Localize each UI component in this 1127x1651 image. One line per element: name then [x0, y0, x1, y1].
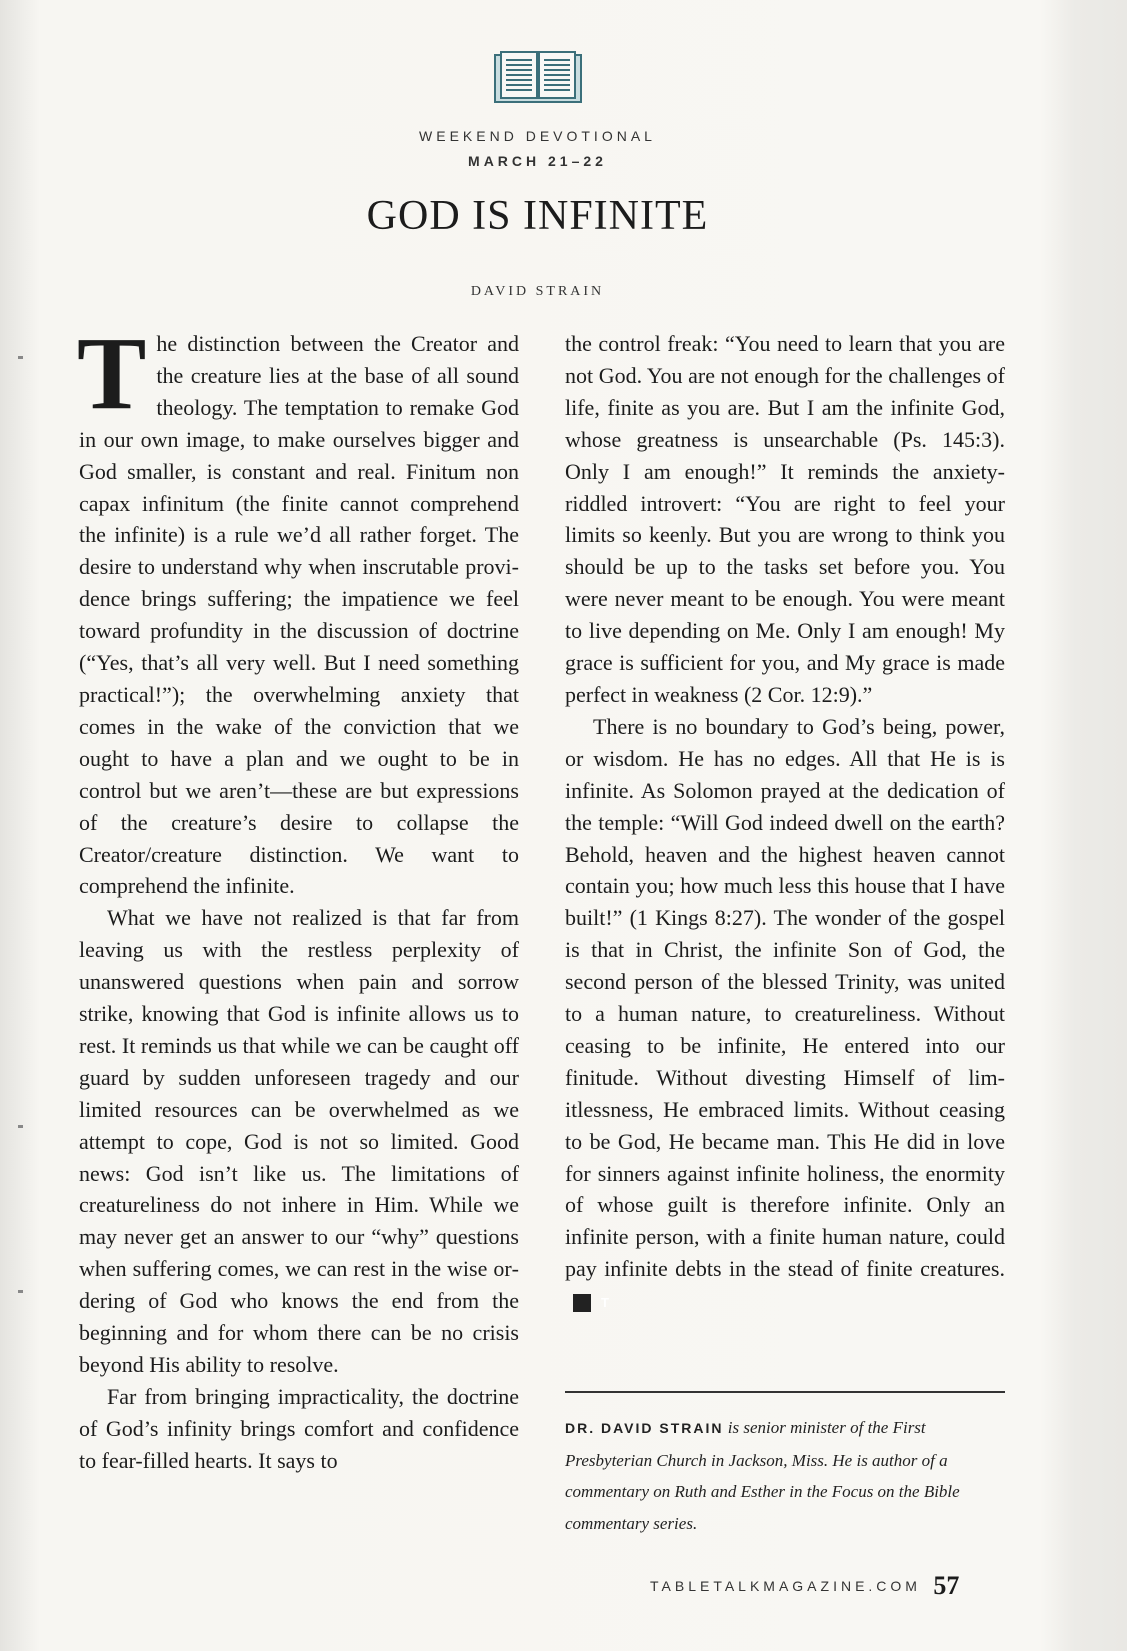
page-number: 57 [933, 1571, 960, 1600]
bio-author-name: DR. DAVID STRAIN [565, 1420, 724, 1436]
paragraph-3: Far from bringing impracticality, the doctrine of God’s infinity brings comfort and confidence to fear-filled hearts. It says to [79, 1383, 519, 1473]
paragraph-4-text: There is no boundary to God’s being, power, or wisdom. He has no edges. All that He is is infinite. As Solomon prayed at the dedication of the temple: “Will God indeed dwell on the earth? Behold, heaven and the highest heaven cannot contain you; how much less this house that I have built!” (1 Kings 8:27). The wonder of the gospel is that in Christ, the infinite Son of God, the second person of the blessed Trinity, was united to a human nature, to creatureliness. Without ceasing to be infinite, He entered into our finitude. Without divesting Himself of limitlessness, He embraced limits. Without ceasing to be God, He became man. This He did in love for sinners against infinite holiness, the enormity of whose guilt is therefore infinite. Only an infinite person, with a finite human nature, could pay infinite debts in the stead of finite creatures. [565, 713, 1005, 1282]
open-book-icon [493, 50, 583, 106]
author-bio [565, 1412, 1010, 1539]
margin-tick [18, 1125, 23, 1128]
page-footer [650, 1571, 959, 1601]
paragraph-4 [565, 711, 1005, 1317]
paragraph-2: What we have not realized is that far from leaving us with the restless perplexity of unanswered questions when pain and sorrow strike, knowing that God is infinite allows us to rest. It reminds us that while we can be caught off guard by sudden unforeseen tragedy and our limited resources can be overwhelmed as we attempt to cope, God is not so limited. Good news: God isn’t like us. The limitations of creatureliness do not inhere in Him. While we may never get an answer to our “why” questions when suffering comes, we can rest in the wise ordering of God who knows the end from the beginning and for whom there can be no crisis beyond His ability to resolve. [79, 905, 519, 1377]
tabletalk-end-mark-icon: T [573, 1294, 591, 1312]
paragraph-3-continued: the control freak: “You need to learn that you are not God. You are not enough for the challenges of life, finite as you are. But I am the infinite God, whose greatness is unsearchable (Ps. 145:3). Only I am enough!” It reminds the anxiety-riddled introvert: “You are right to feel your limits so keenly. But you are wrong to think you should be up to the tasks set before you. You were never meant to be enough. You were meant to live depending on Me. Only I am enough! My grace is sufficient for you, and My grace is made perfect in weakness (2 Cor. 12:9).” [565, 331, 1005, 707]
margin-tick [18, 1290, 23, 1293]
bio-divider [565, 1391, 1005, 1393]
author-byline: DAVID STRAIN [470, 284, 605, 299]
footer-site: TABLETALKMAGAZINE.COM [650, 1578, 921, 1594]
bio-text: is senior minister of the First Presbyterian Church in Jackson, Miss. He is author of a commentary on Ruth and Esther in the Focus on the Bible commentary series. [565, 1418, 960, 1533]
date-label: MARCH 21–22 [468, 153, 607, 169]
section-label: WEEKEND DEVOTIONAL [419, 128, 656, 144]
right-column [565, 328, 1005, 1317]
paragraph-1 [77, 316, 519, 902]
paragraph-1-text: he distinction between the Creator and the creature lies at the base of all sound theology. The temptation to remake God in our own image, to make ourselves bigger and God smaller, is constant and real. Finitum non capax infinitum (the finite cannot comprehend the infinite) is a rule we’d all rather forget. The desire to understand why when inscrutable providence brings suffering; the impatience we feel toward profundity in the discussion of doctrine (“Yes, that’s all very well. But I need something practical!”); the overwhelming anxiety that comes in the wake of the conviction that we ought to have a plan and we ought to be in control but we aren’t—these are but expressions of the creature’s desire to collapse the Creator/creature distinction. We want to comprehend the infinite. [79, 331, 519, 899]
left-column [77, 316, 519, 1477]
article-title: GOD IS INFINITE [366, 193, 709, 239]
drop-cap: T [77, 316, 147, 431]
margin-tick [18, 356, 23, 359]
